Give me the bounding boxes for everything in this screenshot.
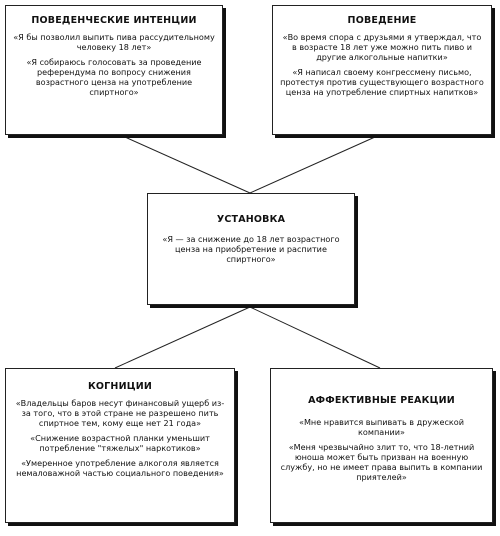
affective-reactions-statement-2: «Меня чрезвычайно злит то, что 18-летний юноша может быть призван на военную службу, но не имеет права выпить в компании приятелей»: [280, 442, 483, 482]
connector-intentions-attitude: [125, 137, 250, 193]
connector-behavior-attitude: [250, 137, 375, 193]
behavioral-intentions-statement-2: «Я собираюсь голосовать за проведение референдума по вопросу снижения возрастного ценза на употребление спиртного»: [26, 57, 202, 97]
behavioral-intentions-statement-1: «Я бы позволил выпить пива рассудительному человеку 18 лет»: [13, 32, 215, 53]
cognitions-statement-3: «Умеренное употребление алкоголя является немаловажной частью социального поведения»: [16, 457, 224, 478]
attitude-statement-1: «Я — за снижение до 18 лет возрастного ценза на приобретение и распитие спиртного»: [162, 234, 340, 265]
attitude-title: УСТАНОВКА: [216, 214, 286, 225]
cognitions-statement-2: «Снижение возрастной планки уменьшит потребление "тяжелых" наркотиков»: [30, 432, 210, 453]
affective-reactions-title: АФФЕКТИВНЫЕ РЕАКЦИИ: [308, 395, 455, 406]
behavior-statement-1: «Во время спора с друзьями я утверждал, что в возрасте 18 лет уже можно пить пиво и другие алкогольные напитки»: [282, 32, 482, 63]
cognitions-statement-1: «Владельцы баров несут финансовый ущерб из-за того, что в этой стране не разрешено пить спиртное тем, кому еще нет 21 года»: [15, 398, 225, 429]
behavior-statement-2: «Я написал своему конгрессмену письмо, протестуя против существующего возрастного ценза на употребление спиртных напитков»: [280, 66, 484, 97]
behavioral-intentions-title: ПОВЕДЕНЧЕСКИЕ ИНТЕНЦИИ: [31, 15, 197, 26]
affective-reactions-statement-1: «Мне нравится выпивать в дружеской компании»: [299, 417, 464, 438]
cognitions-title: КОГНИЦИИ: [87, 381, 153, 392]
connector-attitude-affective: [250, 307, 380, 368]
behavior-title: ПОВЕДЕНИЕ: [347, 15, 417, 26]
attitude-box: [147, 193, 355, 305]
behavior-box: [272, 5, 492, 135]
behavioral-intentions-box: [5, 5, 223, 135]
affective-reactions-box: [270, 368, 493, 523]
connector-attitude-cognitions: [115, 307, 250, 368]
cognitions-box: [5, 368, 235, 523]
